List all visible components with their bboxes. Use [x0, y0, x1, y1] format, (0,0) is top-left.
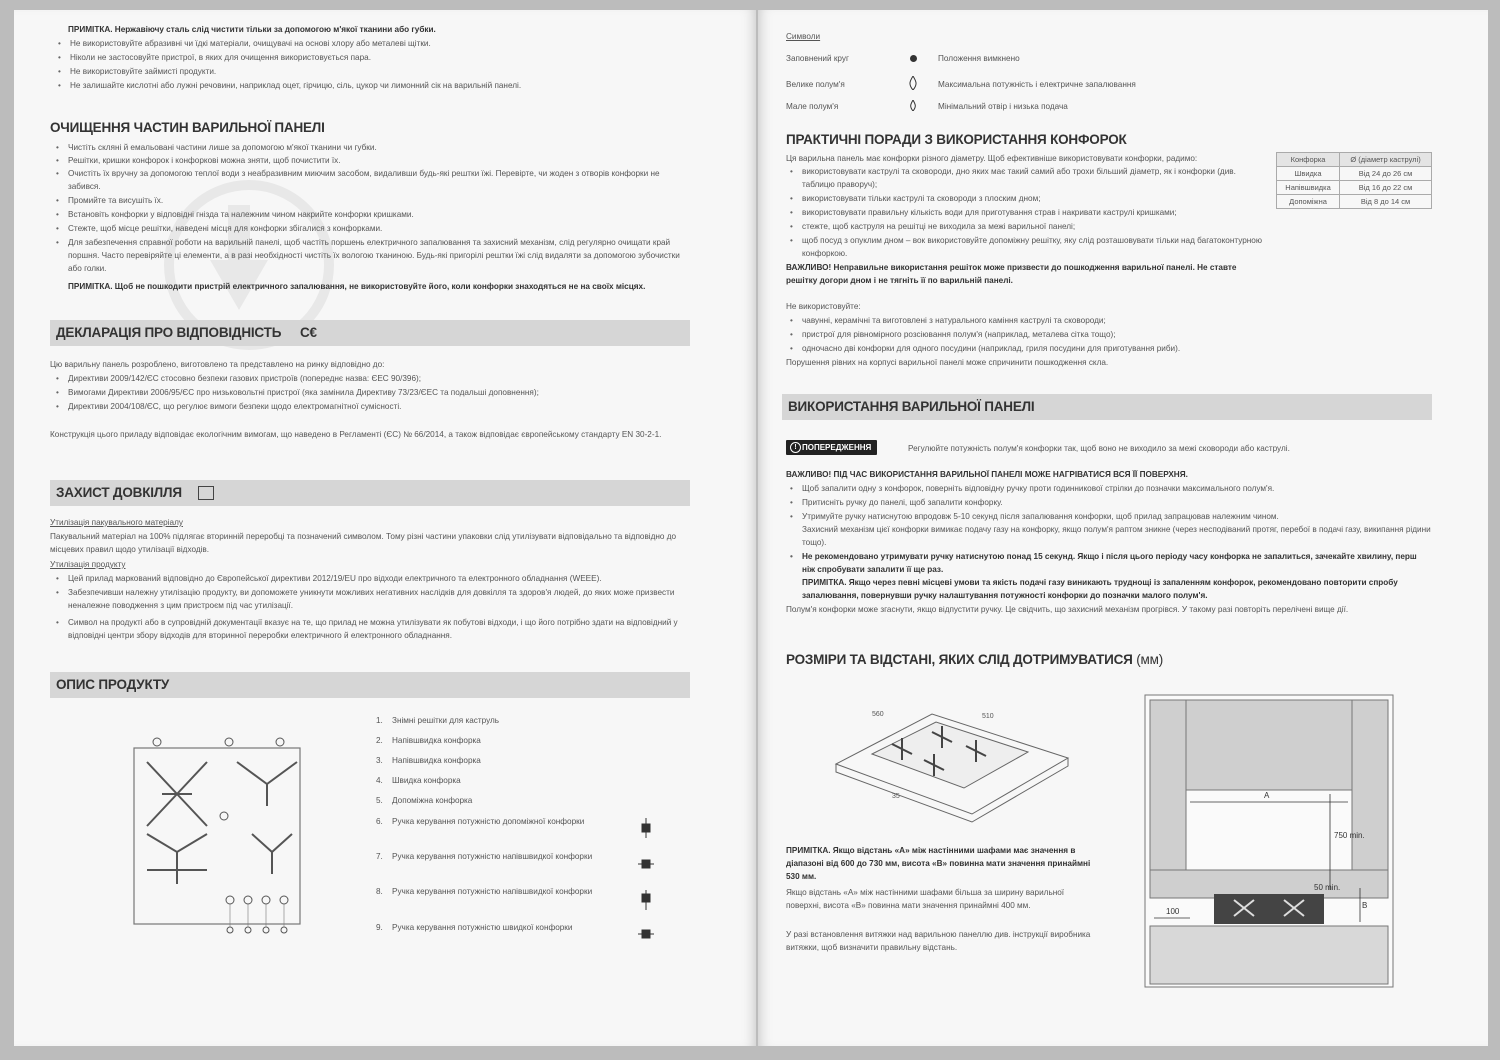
- dim-label: 750 min.: [1334, 831, 1365, 840]
- list-item: • використовувати каструлі та сковороди, дно яких має такий самий або трохи більший діаметр, як і конфорки (див. таблицю праворуч);: [802, 165, 1262, 191]
- right-page: [758, 10, 1488, 1046]
- list-item: • стежте, щоб каструля на решітці не виходила за межі варильної панелі;: [802, 220, 1075, 233]
- dim-label: 50 min.: [1314, 883, 1341, 892]
- left-page: [14, 10, 756, 1046]
- list-item: • щоб посуд з опуклим дном – вок використовуйте допоміжну решітку, яку слід розташовувати тільки над багатоконтурною конфоркою.: [802, 234, 1262, 260]
- legend-item: 5. Допоміжна конфорка: [376, 796, 473, 805]
- section-band: [50, 672, 690, 698]
- section-band: [782, 394, 1432, 420]
- section-band: [50, 480, 690, 506]
- symbol-desc: Максимальна потужність і електричне запалювання: [938, 80, 1136, 89]
- cutout-dimensions-diagram: [832, 694, 1072, 824]
- important-note: ВАЖЛИВО! Неправильне використання решіток може призвести до пошкодження варильної панелі. Не ставте решітку догори дном і не тягніть її по варильній панелі.: [786, 263, 1237, 285]
- list-item: • Промийте та висушіть їх.: [68, 194, 163, 207]
- list-item: • Не залишайте кислотні або лужні речовини, наприклад оцет, гірчицю, сіль, цукор чи лимонний сік на варильній панелі.: [70, 79, 521, 92]
- list-item: • Очистіть їх вручну за допомогою теплої води з неабразивним миючим засобом, видаливши будь-які рештки їжі. Перевірте, чи жоден з отворів конфорки не забився.: [68, 167, 688, 193]
- list-item: • Утримуйте ручку натиснутою впродовж 5-10 секунд після запалювання конфорки, щоб прилад запрацював належним чином.: [802, 510, 1279, 523]
- list-item: • Чистіть скляні й емальовані частини лише за допомогою м'якої тканини чи губки.: [68, 141, 377, 154]
- burner-table: [1276, 152, 1432, 209]
- symbol-name: Мале полум'я: [786, 102, 839, 111]
- table-header: Конфорка: [1277, 153, 1340, 167]
- list-item: • Не рекомендовано утримувати ручку натиснутою понад 15 секунд. Якщо і після цього періоду часу конфорка не запалиться, зачекайте хвилину, перш ніж спробувати запалити її ще раз.: [802, 550, 1432, 576]
- manual-spread: [14, 10, 1488, 1048]
- list-item: • Символ на продукті або в супровідній документації вказує на те, що прилад не можна утилізувати як побутові відходи, і що його потрібно здати на відповідний у відповідні центри збору відходів для вторинної переробки електричного й електронного обладнання.: [68, 616, 690, 642]
- filled-circle-icon: [910, 55, 917, 62]
- paragraph: Захисний механізм цієї конфорки вимикає подачу газу на конфорку, якщо полум'я раптом зникне (через несподіваний протяг, перебої в подачі газу, википання рідини тощо).: [802, 525, 1431, 547]
- legend-item: 8. Ручка керування потужністю напівшвидкої конфорки: [376, 887, 593, 896]
- recycle-icon: [198, 486, 214, 500]
- legend-item: 6. Ручка керування потужністю допоміжної конфорки: [376, 817, 585, 826]
- list-item: • Щоб запалити одну з конфорок, поверніть відповідну ручку проти годинникової стрілки до позначки максимального полум'я.: [802, 482, 1274, 495]
- list-item: • використовувати тільки каструлі та сковороди з плоским дном;: [802, 192, 1041, 205]
- symbol-name: Заповнений круг: [786, 54, 849, 63]
- list-item: • Директиви 2009/142/ЄС стосовно безпеки газових пристроїв (попереднє назва: ЄЕС 90/396);: [68, 372, 421, 385]
- ce-mark: C€: [300, 325, 317, 340]
- table-row: Напівшвидка Від 16 до 22 см: [1277, 181, 1432, 195]
- paragraph: Полум'я конфорки може згаснути, якщо відпустити ручку. Це свідчить, що захисний механізм прогрівся. У такому разі повторіть перелічені вище дії.: [786, 605, 1349, 614]
- note-top: ПРИМІТКА. Нержавіючу сталь слід чистити тільки за допомогою м'якої тканини або губки.: [68, 25, 436, 34]
- dim-label: 100: [1166, 907, 1180, 916]
- paragraph: Порушення рівних на корпусі варильної панелі може спричинити пошкодження скла.: [786, 358, 1109, 367]
- hob-diagram: [132, 734, 302, 934]
- section-title: ДЕКЛАРАЦІЯ ПРО ВІДПОВІДНІСТЬ: [56, 325, 282, 340]
- legend-item: 9. Ручка керування потужністю швидкої конфорки: [376, 923, 573, 932]
- list-item: • Директиви 2004/108/ЄС, що регулює вимоги безпеки щодо електромагнітної сумісності.: [68, 400, 401, 413]
- section-title: ОЧИЩЕННЯ ЧАСТИН ВАРИЛЬНОЇ ПАНЕЛІ: [50, 120, 325, 135]
- list-item: • Ніколи не застосовуйте пристрої, в яких для очищення використовується пара.: [70, 51, 371, 64]
- list-item: • Не використовуйте абразивні чи їдкі матеріали, очищувачі на основі хлору або металеві щітки.: [70, 37, 431, 50]
- note: ПРИМІТКА. Якщо відстань «А» між настінними шафами має значення в діапазоні від 600 до 730 мм, висота «В» повинна мати значення принаймні 530 мм.: [786, 846, 1091, 881]
- subheading: Утилізація пакувального матеріалу: [50, 518, 183, 527]
- dim-label: 560: [872, 711, 884, 718]
- note: ПРИМІТКА. Якщо через певні місцеві умови та якість подачі газу виникають труднощі із запаленням конфорок, рекомендовано повторити спробу запалювання, повернувши ручку налаштування потужності конфорки до позначки малого полум'я.: [802, 578, 1398, 600]
- legend-item: 3. Напівшвидка конфорка: [376, 756, 481, 765]
- paragraph: У разі встановлення витяжки над варильною панеллю див. інструкції виробника витяжки, щоб визначити правильну відстань.: [786, 930, 1091, 952]
- list-item: • Стежте, щоб місце решітки, наведені місця для конфорки збігалися з конфорками.: [68, 222, 382, 235]
- paragraph: Ця варильна панель має конфорки різного діаметру. Щоб ефективніше використовувати конфорки, радимо:: [786, 154, 1198, 163]
- symbol-desc: Мінімальний отвір і низька подача: [938, 102, 1068, 111]
- small-flame-icon: [909, 100, 917, 111]
- list-item: • Встановіть конфорки у відповідні гнізда та належним чином накрийте конфорки кришками.: [68, 208, 414, 221]
- legend-item: 2. Напівшвидка конфорка: [376, 736, 481, 745]
- installation-clearance-diagram: [1144, 694, 1394, 988]
- table-header: Ø (діаметр каструлі): [1340, 153, 1432, 167]
- symbol-desc: Положення вимкнено: [938, 54, 1020, 63]
- important-note: ВАЖЛИВО! ПІД ЧАС ВИКОРИСТАННЯ ВАРИЛЬНОЇ ПАНЕЛІ МОЖЕ НАГРІВАТИСЯ ВСЯ ЇЇ ПОВЕРХНЯ.: [786, 470, 1188, 479]
- section-title: ВИКОРИСТАННЯ ВАРИЛЬНОЇ ПАНЕЛІ: [788, 399, 1035, 414]
- dim-label: 35: [892, 793, 900, 800]
- legend-item: 4. Швидка конфорка: [376, 776, 461, 785]
- section-title: ЗАХИСТ ДОВКІЛЛЯ: [56, 485, 182, 500]
- list-item: • Цей прилад маркований відповідно до Європейської директиви 2012/19/EU про відходи електричного та електронного обладнання (WEEE).: [68, 572, 602, 585]
- paragraph: Якщо відстань «А» між настінними шафами більша за ширину варильної поверхні, висота «В» повинна мати значення принаймні 400 мм.: [786, 888, 1065, 910]
- section-title: РОЗМІРИ ТА ВІДСТАНІ, ЯКИХ СЛІД ДОТРИМУВАТИСЯ (мм): [786, 652, 1164, 667]
- list-item: • Притисніть ручку до панелі, щоб запалити конфорку.: [802, 496, 1003, 509]
- subheading: Утилізація продукту: [50, 560, 126, 569]
- list-item: • Не використовуйте займисті продукти.: [70, 65, 216, 78]
- list-item: • Вимогами Директиви 2006/95/ЄС про низьковольтні пристрої (яка замінила Директиву 73/23/ЄЕС та подальші доповнення);: [68, 386, 539, 399]
- knob-symbols-icon: [634, 818, 658, 948]
- section-title: ПРАКТИЧНІ ПОРАДИ З ВИКОРИСТАННЯ КОНФОРОК: [786, 132, 1127, 147]
- dim-label: 510: [982, 713, 994, 720]
- list-item: • Забезпечивши належну утилізацію продукту, ви допоможете уникнути можливих негативних наслідків для довкілля та здоров'я людей, до яких може призвести неналежне поводження з цим пристроєм під час утилізації.: [68, 586, 690, 612]
- large-flame-icon: [908, 76, 918, 90]
- paragraph: Конструкція цього приладу відповідає екологічним вимогам, що наведено в Регламенті (ЄС) № 66/2014, а також відповідає європейському стандарту EN 30-2-1.: [50, 430, 662, 439]
- legend-item: 1. Знімні решітки для каструль: [376, 716, 500, 725]
- dim-label: B: [1362, 901, 1368, 910]
- list-item: • Решітки, кришки конфорок і конфоркові можна зняти, щоб почистити їх.: [68, 154, 341, 167]
- note: ПРИМІТКА. Щоб не пошкодити пристрій електричного запалювання, не використовуйте його, коли конфорки знаходяться не на своїх місцях.: [68, 282, 646, 291]
- dim-label: A: [1264, 791, 1270, 800]
- symbols-title: Символи: [786, 32, 821, 41]
- warning-badge: ! ПОПЕРЕДЖЕННЯ: [786, 440, 877, 455]
- warning-text: Регулюйте потужність полум'я конфорки так, щоб воно не виходило за межі сковороди або каструлі.: [908, 444, 1290, 453]
- paragraph: Пакувальний матеріал на 100% підлягає вторинній переробці та позначений символом. Тому різні частини упаковки слід утилізувати відповідально та відповідно до місцевих правил щодо утилізації відходів.: [50, 532, 677, 554]
- section-title: ОПИС ПРОДУКТУ: [56, 677, 170, 692]
- paragraph: Не використовуйте:: [786, 302, 861, 311]
- list-item: • використовувати правильну кількість води для приготування страв і накривати каструлі кришками;: [802, 206, 1177, 219]
- list-item: • одночасно дві конфорки для одного посудини (наприклад, гриля посудини для приготування риби).: [802, 342, 1180, 355]
- list-item: • чавунні, керамічні та виготовлені з натурального каміння каструлі та сковороди;: [802, 314, 1106, 327]
- paragraph: Цю варильну панель розроблено, виготовлено та представлено на ринку відповідно до:: [50, 360, 385, 369]
- section-band: [50, 320, 690, 346]
- table-row: Допоміжна Від 8 до 14 см: [1277, 195, 1432, 209]
- symbol-name: Велике полум'я: [786, 80, 845, 89]
- list-item: • Для забезпечення справної роботи на варильній панелі, щоб частіть поршень електричного запалювання та захисний механізм, слід регулярно очищати край поршня. Часто перевіряйте ці елементи, а в разі необхідності чистіть їх вологою тканиною. Будь-які пригорілі рештки їжі слід видаляти за допомогою зубочистки або голки.: [68, 236, 693, 275]
- table-row: Швидка Від 24 до 26 см: [1277, 167, 1432, 181]
- list-item: • пристрої для рівномірного розсіювання полум'я (наприклад, металева сітка тощо);: [802, 328, 1116, 341]
- legend-item: 7. Ручка керування потужністю напівшвидкої конфорки: [376, 852, 593, 861]
